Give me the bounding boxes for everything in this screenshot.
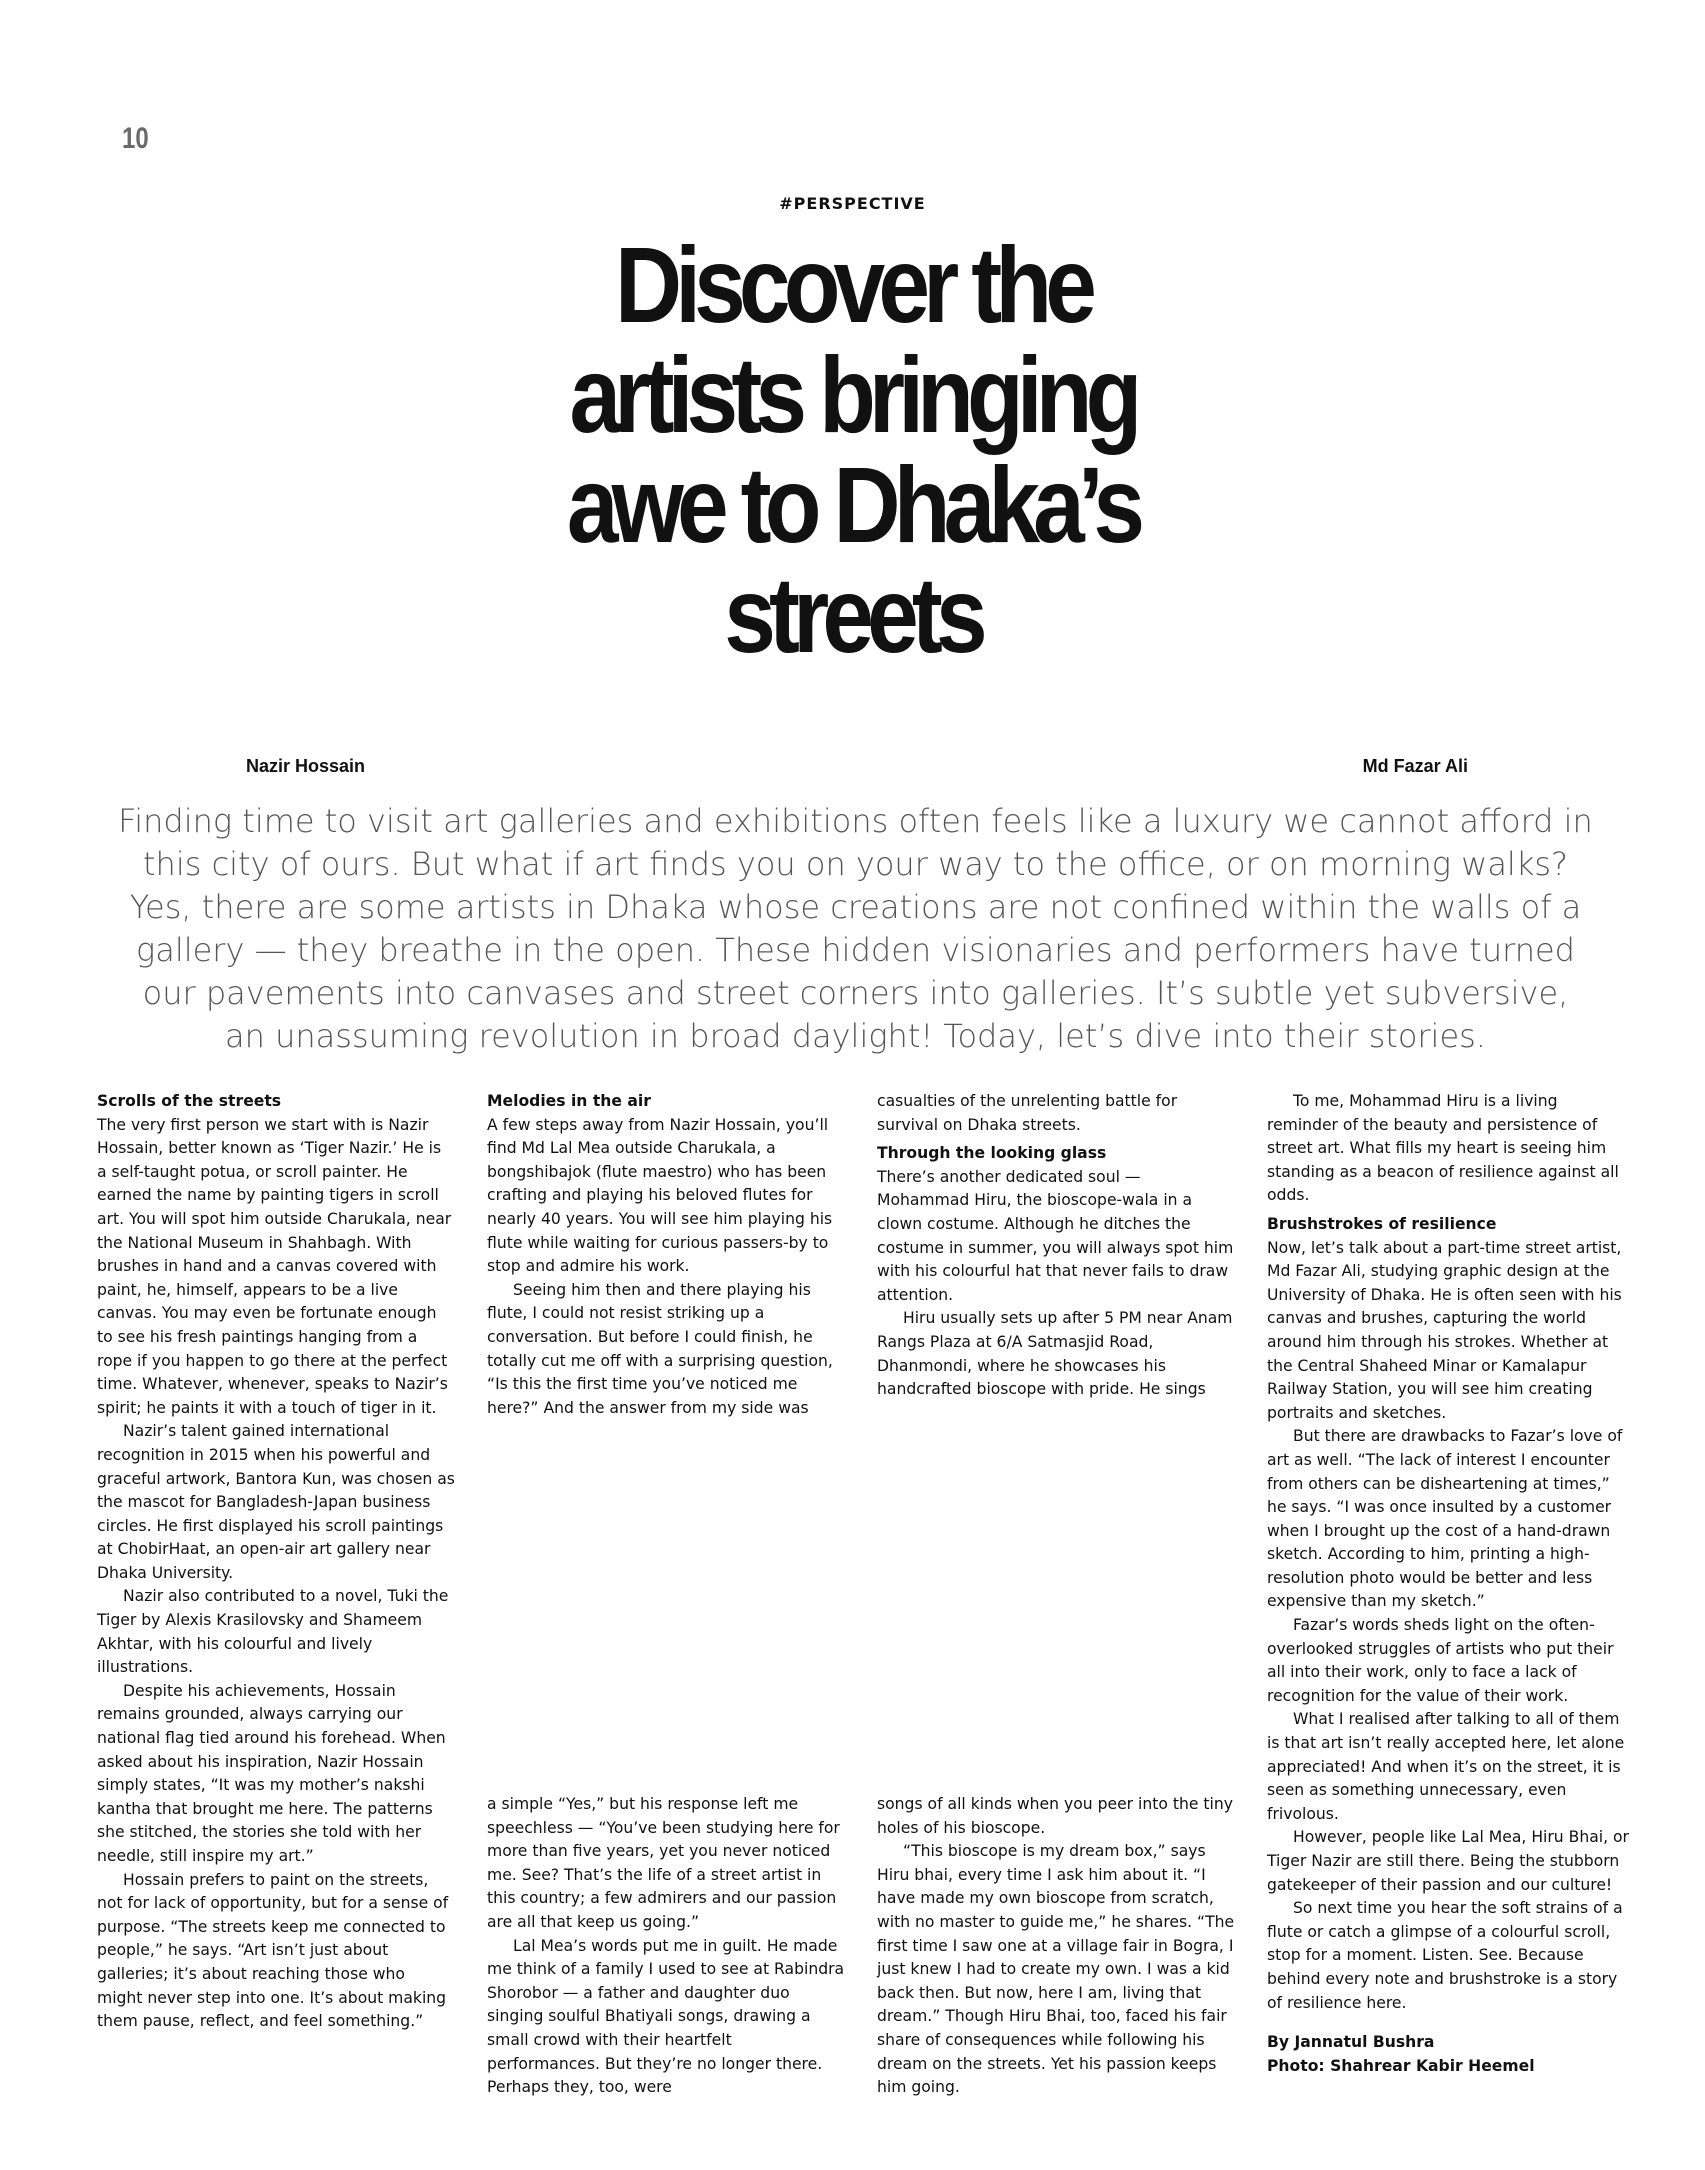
column-4: [1267, 1090, 1629, 2078]
paragraph: Seeing him then and there playing his flute, I could not resist striking up a conversation. But before I could finish, he totally cut me off with a surprising question, “Is this the first time you’ve noticed me here?” And the answer from my side was: [487, 1280, 833, 1417]
paragraph: What I realised after talking to all of them is that art isn’t really accepted here, let alone appreciated! And when it’s on the street, it is seen as something unnecessary, even frivolous.: [1267, 1710, 1625, 1823]
paragraph: A few steps away from Nazir Hossain, you’ll find Md Lal Mea outside Charukala, a bongshibajok (flute maestro) who has been crafting and playing his beloved flutes for nearly 40 years. You will see him playing his flute while waiting for curious passers-by to stop and admire his work.: [487, 1115, 833, 1276]
byline: [1267, 2031, 1629, 2078]
paragraph: Now, let’s talk about a part-time street artist, Md Fazar Ali, studying graphic design at the University of Dhaka. He is often seen with his canvas and brushes, capturing the world around him through his strokes. Whether at the Central Shaheed Minar or Kamalapur Railway Station, you will see him creating portraits and sketches.: [1267, 1238, 1622, 1422]
section-heading: Melodies in the air: [487, 1092, 651, 1110]
paragraph: Lal Mea’s words put me in guilt. He made me think of a family I used to see at Rabindra Shorobor — a father and daughter duo singing soulful Bhatiyali songs, drawing a small crowd with their heartfelt performances. But they’re no longer there. Perhaps they, too, were: [487, 1936, 845, 2097]
headline: [119, 224, 1585, 675]
section-heading: Through the looking glass: [877, 1144, 1107, 1163]
headline-line: streets: [724, 554, 981, 675]
paragraph: But there are drawbacks to Fazar’s love of art as well. “The lack of interest I encounter from others can be disheartening at times,” he says. “I was once insulted by a customer when I brought up the cost of a hand-drawn sketch. According to him, printing a high-resolution photo would be better and less expensive than my sketch.”: [1267, 1427, 1623, 1611]
paragraph: songs of all kinds when you peer into the tiny holes of his bioscope.: [877, 1795, 1233, 1837]
column-3-top: [877, 1090, 1237, 1402]
paragraph: Despite his achievements, Hossain remains grounded, always carrying our national flag tied around his forehead. When asked about his inspiration, Nazir Hossain simply states, “It was my mother’s nakshi kantha that brought me here. The patterns she stitched, the stories she told with her needle, still inspire my art.”: [97, 1681, 446, 1865]
column-3-bottom: [877, 1793, 1237, 2100]
paragraph: a simple “Yes,” but his response left me speechless — “You’ve been studying here for more than five years, yet you never noticed me. See? That’s the life of a street artist in this country; a few admirers and our passion are all that keep us going.”: [487, 1795, 840, 1931]
paragraph: Nazir’s talent gained international recognition in 2015 when his powerful and graceful artwork, Bantora Kun, was chosen as the mascot for Bangladesh-Japan business circles. He first displayed his scroll paintings at ChobirHaat, an open-air art gallery near Dhaka University.: [97, 1422, 455, 1582]
paragraph: The very first person we start with is Nazir Hossain, better known as ‘Tiger Nazir.’ He is a self-taught potua, or scroll painter. He earned the name by painting tigers in scroll art. You will spot him outside Charukala, near the National Museum in Shahbagh. With brushes in hand and a canvas covered with paint, he, himself, appears to be a live canvas. You may even be fortunate enough to see his fresh paintings hanging from a rope if you happen to go there at the perfect time. Whatever, whenever, speaks to Nazir’s spirit; he paints it with a touch of tiger in it.: [97, 1115, 452, 1417]
section-heading: Brushstrokes of resilience: [1267, 1214, 1497, 1233]
byline-author: By Jannatul Bushra: [1267, 2033, 1435, 2052]
paragraph: However, people like Lal Mea, Hiru Bhai, or Tiger Nazir are still there. Being the stubborn gatekeeper of their passion and our culture!: [1267, 1828, 1629, 1894]
column-2-bottom: [487, 1793, 849, 2100]
paragraph: casualties of the unrelenting battle for survival on Dhaka streets.: [877, 1092, 1178, 1134]
photo-credit-right: Md Fazar Ali: [1362, 756, 1468, 776]
paragraph: There’s another dedicated soul — Mohammad Hiru, the bioscope-wala in a clown costume. Although he ditches the costume in summer, you will always spot him with his colourful hat that never fails to draw attention.: [877, 1167, 1234, 1304]
paragraph: Hossain prefers to paint on the streets, not for lack of opportunity, but for a sense of purpose. “The streets keep me connected to people,” he says. “Art isn’t just about galleries; it’s about reaching those who might never step into one. It’s about making them pause, reflect, and feel something.”: [97, 1870, 449, 2031]
photo-credit-left: Nazir Hossain: [246, 756, 366, 776]
paragraph: Nazir also contributed to a novel, Tuki the Tiger by Alexis Krasilovsky and Shameem Akhtar, with his colourful and lively illustrations.: [97, 1587, 449, 1677]
intro-paragraph: Finding time to visit art galleries and exhibitions often feels like a luxury we cannot afford in this city of ours. But what if art finds you on your way to the office, or on morning walks? Yes, there are some artists in Dhaka whose creations are not confined within the walls of a gallery — they breathe in the open. These hidden visionaries and performers have turned our pavements into canvases and street corners into galleries. It’s subtle yet subversive, an unassuming revolution in broad daylight! Today, let’s dive into their stories.: [118, 802, 1593, 1055]
paragraph: “This bioscope is my dream box,” says Hiru bhai, every time I ask him about it. “I have made my own bioscope from scratch, with no master to guide me,” he shares. “The first time I saw one at a village fair in Bogra, I just knew I had to create my own. I was a kid back then. But now, here I am, living that dream.” Though Hiru Bhai, too, faced his fair share of consequences while following his dream on the streets. Yet his passion keeps him going.: [877, 1842, 1235, 2097]
section-tag: #PERSPECTIVE: [779, 194, 926, 213]
byline-photo: Photo: Shahrear Kabir Heemel: [1267, 2056, 1535, 2075]
headline-line: awe to Dhaka’s: [566, 444, 1139, 565]
paragraph: Hiru usually sets up after 5 PM near Anam Rangs Plaza at 6/A Satmasjid Road, Dhanmondi, where he showcases his handcrafted bioscope with pride. He sings: [877, 1309, 1233, 1399]
column-2-top: [487, 1090, 849, 1420]
paragraph: Fazar’s words sheds light on the often-overlooked struggles of artists who put their all into their work, only to face a lack of recognition for the value of their work.: [1267, 1616, 1614, 1705]
column-1: [97, 1090, 455, 2034]
headline-line: Discover the: [615, 224, 1090, 345]
headline-line: artists bringing: [569, 334, 1136, 455]
paragraph: So next time you hear the soft strains of a flute or catch a glimpse of a colourful scroll, stop for a moment. Listen. See. Because behind every note and brushstroke is a story of resilience here.: [1267, 1899, 1623, 2012]
page-number: 10: [122, 122, 149, 155]
paragraph: To me, Mohammad Hiru is a living reminder of the beauty and persistence of street art. What fills my heart is seeing him standing as a beacon of resilience against all odds.: [1267, 1092, 1619, 1205]
section-heading: Scrolls of the streets: [97, 1092, 282, 1110]
